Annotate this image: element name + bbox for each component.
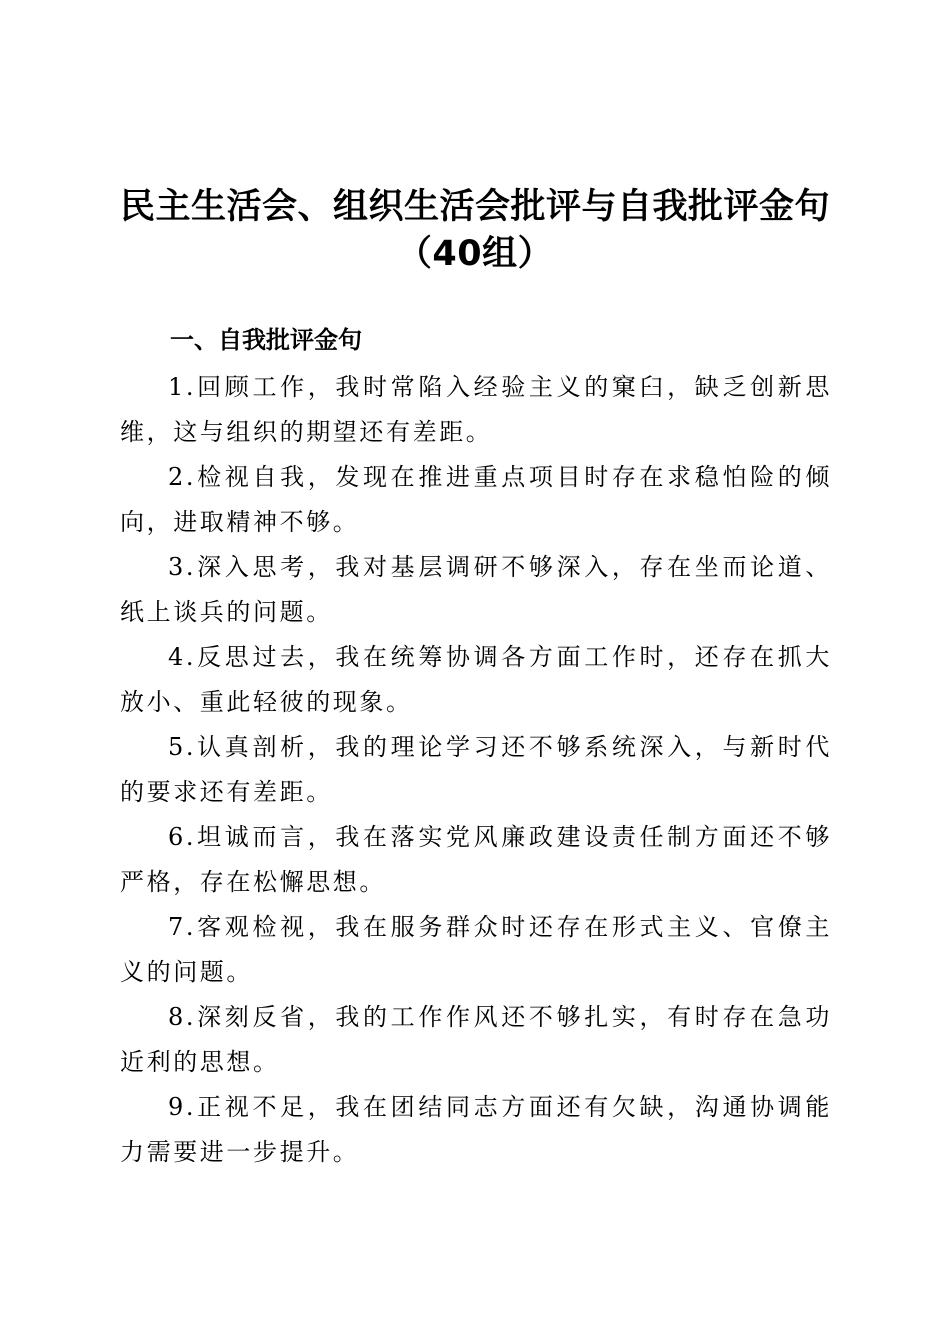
section-heading: 一、自我批评金句: [170, 326, 362, 354]
list-item: 6.坦诚而言，我在落实党风廉政建设责任制方面还不够严格，存在松懈思想。: [120, 823, 832, 896]
item-list: [120, 365, 832, 1175]
list-item: 3.深入思考，我对基层调研不够深入，存在坐而论道、纸上谈兵的问题。: [120, 553, 832, 626]
title-line-1: 民主生活会、组织生活会批评与自我批评金句: [119, 187, 830, 227]
list-item: 9.正视不足，我在团结同志方面还有欠缺，沟通协调能力需要进一步提升。: [120, 1093, 832, 1166]
list-item: 7.客观检视，我在服务群众时还存在形式主义、官僚主义的问题。: [120, 913, 832, 986]
title-line-2: （40组）: [396, 234, 554, 274]
document-title: [0, 184, 950, 278]
list-item: 4.反思过去，我在统筹协调各方面工作时，还存在抓大放小、重此轻彼的现象。: [120, 643, 832, 716]
list-item: 1.回顾工作，我时常陷入经验主义的窠臼，缺乏创新思维，这与组织的期望还有差距。: [120, 373, 832, 446]
list-item: 2.检视自我，发现在推进重点项目时存在求稳怕险的倾向，进取精神不够。: [120, 463, 832, 536]
list-item: 5.认真剖析，我的理论学习还不够系统深入，与新时代的要求还有差距。: [120, 733, 832, 806]
list-item: 8.深刻反省，我的工作作风还不够扎实，有时存在急功近利的思想。: [120, 1003, 832, 1076]
